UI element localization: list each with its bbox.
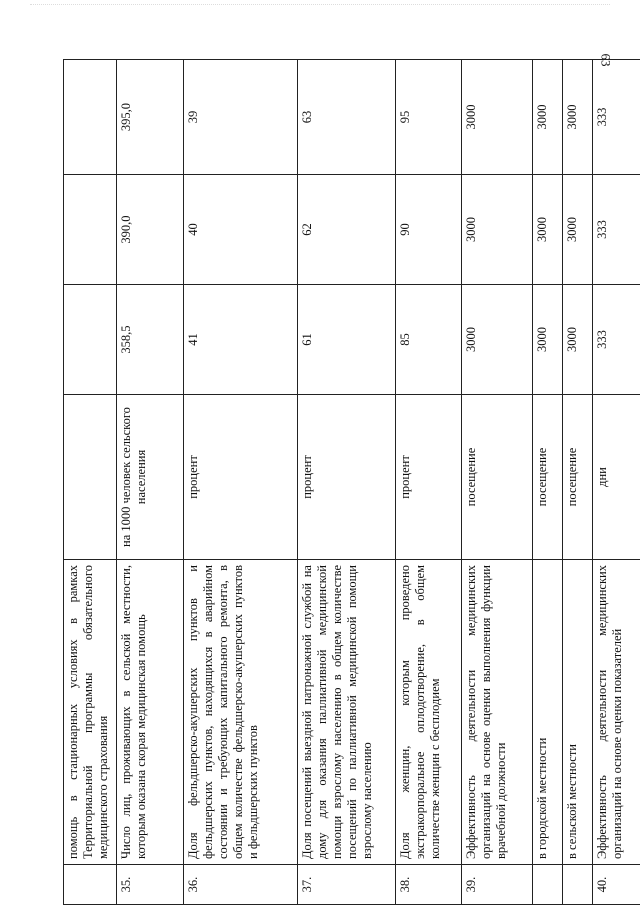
page-number: 63 — [598, 53, 614, 67]
row-number: 38. — [396, 865, 462, 905]
value-year-2: 3000 — [562, 175, 592, 285]
table-row — [117, 60, 183, 905]
value-year-2: 390,0 — [117, 175, 183, 285]
row-number — [64, 865, 117, 905]
unit-cell — [64, 395, 117, 560]
indicator-name: Эффективность деятельности медицинских организаций на основе оценки показателей — [592, 560, 640, 865]
indicator-name: в сельской местности — [562, 560, 592, 865]
row-number — [532, 865, 562, 905]
row-number — [562, 865, 592, 905]
indicator-name: Эффективность деятельности медицинских организаций на основе оценки выполнения функции врачебной должности — [462, 560, 533, 865]
value-year-2: 62 — [297, 175, 395, 285]
value-year-3: 95 — [396, 60, 462, 175]
unit-cell: посещение — [462, 395, 533, 560]
indicator-name: помощь в стационарных условиях в рамках Территориальной программы обязательного медицинского страхования — [64, 560, 117, 865]
value-year-1 — [64, 285, 117, 395]
table-row — [562, 60, 592, 905]
indicator-name: Доля фельдшерско-акушерских пунктов и фельдшерских пунктов, находящихся в аварийном состоянии и требующих капитального ремонта, в общем количестве фельдшерско-акушерских пунктов и фельдшерских пунктов — [183, 560, 297, 865]
value-year-2: 90 — [396, 175, 462, 285]
value-year-3: 3000 — [562, 60, 592, 175]
table-row — [297, 60, 395, 905]
rotated-table-frame — [63, 60, 640, 905]
table-row — [532, 60, 562, 905]
table-row — [64, 60, 117, 905]
value-year-1: 3000 — [562, 285, 592, 395]
value-year-2: 3000 — [532, 175, 562, 285]
unit-cell: на 1000 человек сельского населения — [117, 395, 183, 560]
value-year-3: 3000 — [462, 60, 533, 175]
value-year-1: 333 — [592, 285, 640, 395]
value-year-1: 3000 — [462, 285, 533, 395]
row-number: 36. — [183, 865, 297, 905]
value-year-2: 3000 — [462, 175, 533, 285]
unit-cell: дни — [592, 395, 640, 560]
row-number: 40. — [592, 865, 640, 905]
value-year-1: 85 — [396, 285, 462, 395]
value-year-2: 333 — [592, 175, 640, 285]
value-year-1: 3000 — [532, 285, 562, 395]
value-year-3: 333 — [592, 60, 640, 175]
value-year-2 — [64, 175, 117, 285]
table-row — [462, 60, 533, 905]
row-number: 35. — [117, 865, 183, 905]
value-year-3: 3000 — [532, 60, 562, 175]
value-year-1: 358,5 — [117, 285, 183, 395]
row-number: 39. — [462, 865, 533, 905]
table-row — [396, 60, 462, 905]
indicator-name: в городской местности — [532, 560, 562, 865]
value-year-3 — [64, 60, 117, 175]
indicators-table — [63, 59, 640, 905]
value-year-1: 61 — [297, 285, 395, 395]
scan-artifact — [30, 4, 610, 15]
value-year-2: 40 — [183, 175, 297, 285]
unit-cell: процент — [183, 395, 297, 560]
indicator-name: Доля посещений выездной патронажной службой на дому для оказания паллиативной медицинской помощи взрослому населению в общем количестве посещений по паллиативной медицинской помощи взрослому населению — [297, 560, 395, 865]
table-row — [592, 60, 640, 905]
indicator-name: Доля женщин, которым проведено экстракорпоральное оплодотворение, в общем количестве женщин с бесплодием — [396, 560, 462, 865]
unit-cell: посещение — [562, 395, 592, 560]
unit-cell: посещение — [532, 395, 562, 560]
value-year-3: 63 — [297, 60, 395, 175]
table-row — [183, 60, 297, 905]
value-year-1: 41 — [183, 285, 297, 395]
row-number: 37. — [297, 865, 395, 905]
value-year-3: 39 — [183, 60, 297, 175]
indicator-name: Число лиц, проживающих в сельской местности, которым оказана скорая медицинская помощь — [117, 560, 183, 865]
landscape-table-container — [63, 60, 640, 905]
unit-cell: процент — [297, 395, 395, 560]
unit-cell: процент — [396, 395, 462, 560]
value-year-3: 395,0 — [117, 60, 183, 175]
